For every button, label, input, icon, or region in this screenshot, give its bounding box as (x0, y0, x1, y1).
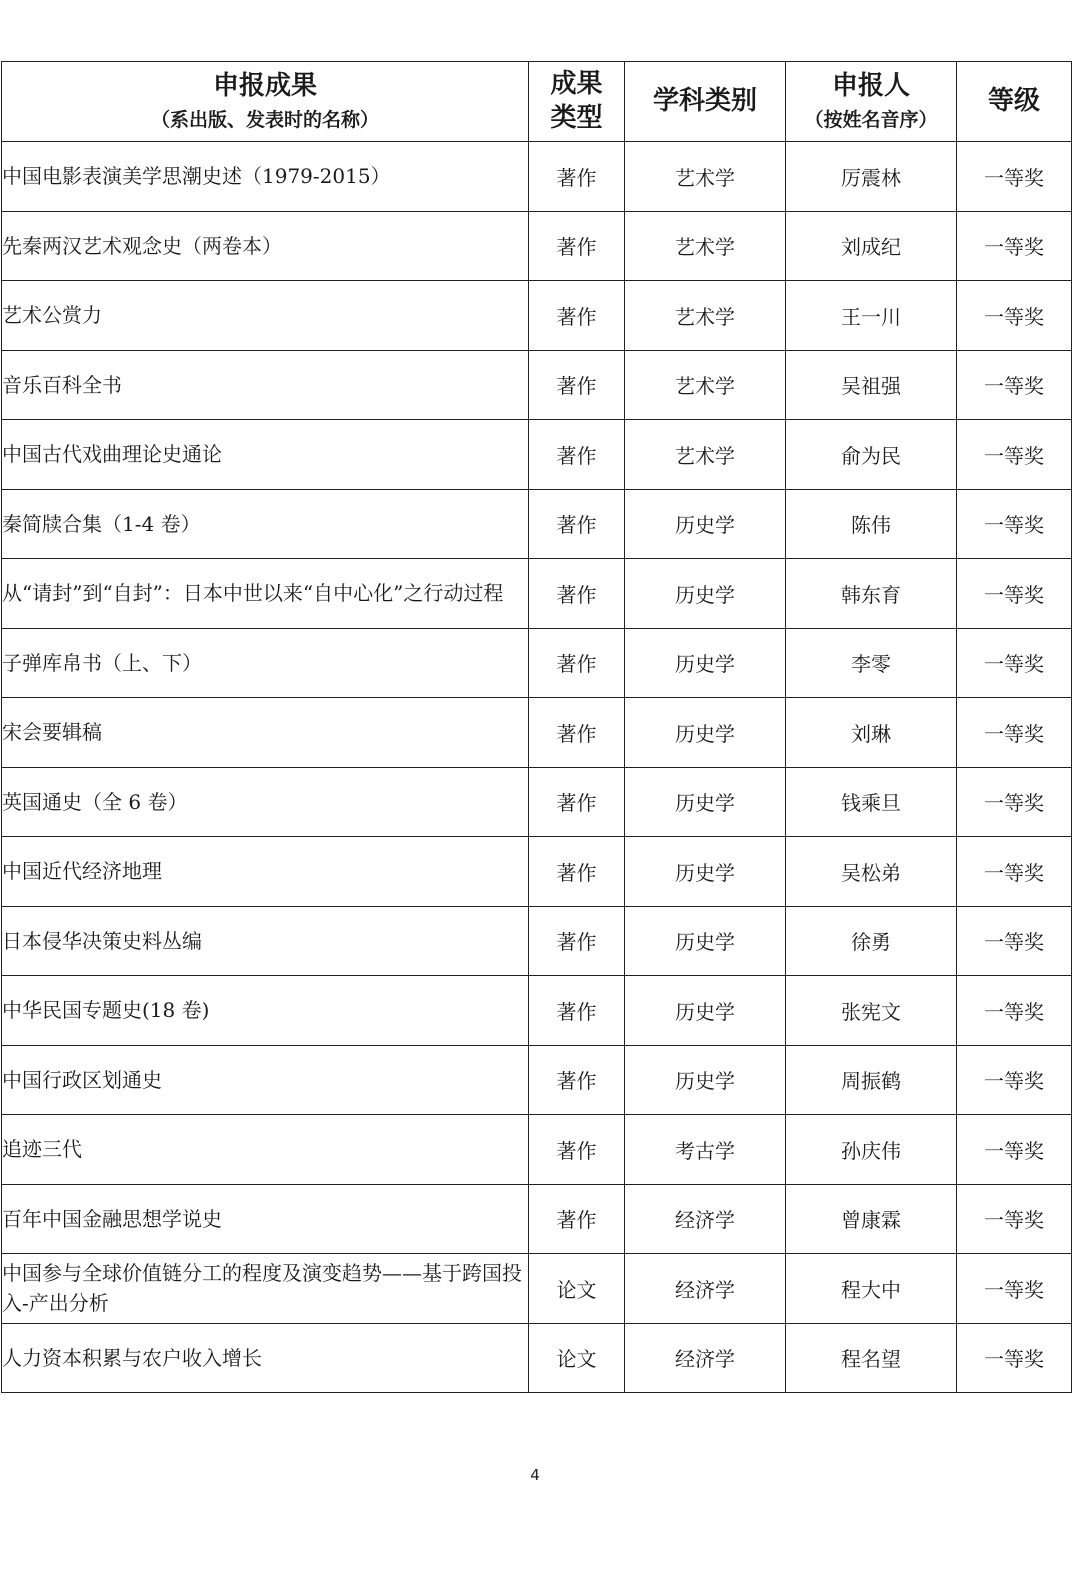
cell-title: 子弹库帛书（上、下） (2, 628, 529, 698)
cell-discipline: 艺术学 (625, 281, 786, 351)
cell-type: 著作 (529, 211, 625, 281)
cell-discipline: 历史学 (625, 976, 786, 1046)
cell-applicant: 刘成纪 (786, 211, 957, 281)
cell-level: 一等奖 (957, 906, 1072, 976)
awards-table (1, 61, 1072, 1393)
cell-level: 一等奖 (957, 1323, 1072, 1393)
table-row (2, 559, 1072, 629)
cell-applicant: 程名望 (786, 1323, 957, 1393)
cell-applicant: 吴祖强 (786, 350, 957, 420)
cell-type: 论文 (529, 1254, 625, 1324)
cell-level: 一等奖 (957, 628, 1072, 698)
cell-level: 一等奖 (957, 767, 1072, 837)
cell-title: 秦简牍合集（1-4 卷） (2, 489, 529, 559)
table-row (2, 837, 1072, 907)
cell-type: 著作 (529, 489, 625, 559)
cell-title: 中国参与全球价值链分工的程度及演变趋势——基于跨国投入-产出分析 (2, 1254, 529, 1324)
cell-discipline: 历史学 (625, 1045, 786, 1115)
cell-applicant: 厉震林 (786, 142, 957, 212)
cell-applicant: 陈伟 (786, 489, 957, 559)
cell-type: 著作 (529, 420, 625, 490)
cell-applicant: 钱乘旦 (786, 767, 957, 837)
cell-discipline: 历史学 (625, 698, 786, 768)
cell-title: 先秦两汉艺术观念史（两卷本） (2, 211, 529, 281)
cell-level: 一等奖 (957, 976, 1072, 1046)
cell-title: 从“请封”到“自封”：日本中世以来“自中心化”之行动过程 (2, 559, 529, 629)
cell-applicant: 孙庆伟 (786, 1115, 957, 1185)
header-achievement-note: （系出版、发表时的名称） (150, 108, 379, 131)
table-row (2, 906, 1072, 976)
cell-title: 英国通史（全 6 卷） (2, 767, 529, 837)
table-row (2, 628, 1072, 698)
cell-discipline: 考古学 (625, 1115, 786, 1185)
cell-title: 艺术公赏力 (2, 281, 529, 351)
table-row (2, 350, 1072, 420)
cell-discipline: 艺术学 (625, 142, 786, 212)
header-applicant-note: （按姓名音序） (804, 108, 938, 131)
cell-level: 一等奖 (957, 698, 1072, 768)
table-row (2, 1254, 1072, 1324)
cell-level: 一等奖 (957, 559, 1072, 629)
cell-type: 著作 (529, 1184, 625, 1254)
table-header (2, 62, 1072, 142)
table-row (2, 281, 1072, 351)
table-row (2, 698, 1072, 768)
cell-discipline: 艺术学 (625, 350, 786, 420)
table-row (2, 1045, 1072, 1115)
cell-level: 一等奖 (957, 1254, 1072, 1324)
cell-level: 一等奖 (957, 420, 1072, 490)
header-applicant-title: 申报人 (831, 71, 910, 102)
cell-title: 中华民国专题史(18 卷) (2, 976, 529, 1046)
cell-discipline: 艺术学 (625, 420, 786, 490)
cell-title: 中国古代戏曲理论史通论 (2, 420, 529, 490)
table-row (2, 767, 1072, 837)
cell-discipline: 历史学 (625, 906, 786, 976)
cell-level: 一等奖 (957, 489, 1072, 559)
cell-applicant: 俞为民 (786, 420, 957, 490)
cell-title: 中国行政区划通史 (2, 1045, 529, 1115)
cell-discipline: 艺术学 (625, 211, 786, 281)
cell-level: 一等奖 (957, 142, 1072, 212)
cell-title: 百年中国金融思想学说史 (2, 1184, 529, 1254)
header-type (529, 62, 625, 142)
header-type-line2: 类型 (550, 102, 603, 133)
cell-type: 著作 (529, 350, 625, 420)
table-row (2, 489, 1072, 559)
cell-type: 著作 (529, 767, 625, 837)
cell-level: 一等奖 (957, 281, 1072, 351)
cell-type: 论文 (529, 1323, 625, 1393)
table-row (2, 420, 1072, 490)
cell-title: 中国电影表演美学思潮史述（1979-2015） (2, 142, 529, 212)
cell-applicant: 王一川 (786, 281, 957, 351)
cell-level: 一等奖 (957, 350, 1072, 420)
cell-title: 宋会要辑稿 (2, 698, 529, 768)
header-applicant (786, 62, 957, 142)
cell-applicant: 韩东育 (786, 559, 957, 629)
cell-applicant: 吴松弟 (786, 837, 957, 907)
cell-type: 著作 (529, 837, 625, 907)
cell-applicant: 刘琳 (786, 698, 957, 768)
cell-discipline: 历史学 (625, 559, 786, 629)
cell-type: 著作 (529, 1045, 625, 1115)
cell-level: 一等奖 (957, 211, 1072, 281)
table-row (2, 211, 1072, 281)
cell-type: 著作 (529, 976, 625, 1046)
header-achievement-title: 申报成果 (212, 71, 317, 102)
cell-level: 一等奖 (957, 837, 1072, 907)
cell-discipline: 经济学 (625, 1254, 786, 1324)
cell-title: 中国近代经济地理 (2, 837, 529, 907)
cell-type: 著作 (529, 628, 625, 698)
cell-discipline: 经济学 (625, 1184, 786, 1254)
table-row (2, 1115, 1072, 1185)
header-discipline (625, 62, 786, 142)
header-discipline-label: 学科类别 (652, 86, 757, 117)
cell-title: 日本侵华决策史料丛编 (2, 906, 529, 976)
cell-type: 著作 (529, 698, 625, 768)
cell-discipline: 经济学 (625, 1323, 786, 1393)
cell-title: 音乐百科全书 (2, 350, 529, 420)
cell-type: 著作 (529, 559, 625, 629)
header-row (2, 62, 1072, 142)
cell-discipline: 历史学 (625, 837, 786, 907)
table-row (2, 1184, 1072, 1254)
cell-applicant: 徐勇 (786, 906, 957, 976)
header-level-label: 等级 (987, 86, 1040, 117)
table-row (2, 142, 1072, 212)
cell-type: 著作 (529, 1115, 625, 1185)
table-row (2, 976, 1072, 1046)
table-body (2, 142, 1072, 1393)
header-level (957, 62, 1072, 142)
cell-discipline: 历史学 (625, 767, 786, 837)
table-row (2, 1323, 1072, 1393)
cell-applicant: 曾康霖 (786, 1184, 957, 1254)
header-type-line1: 成果 (550, 68, 603, 99)
cell-level: 一等奖 (957, 1045, 1072, 1115)
header-achievement (2, 62, 529, 142)
cell-applicant: 周振鹤 (786, 1045, 957, 1115)
cell-applicant: 张宪文 (786, 976, 957, 1046)
cell-applicant: 程大中 (786, 1254, 957, 1324)
cell-level: 一等奖 (957, 1115, 1072, 1185)
cell-applicant: 李零 (786, 628, 957, 698)
cell-title: 追迹三代 (2, 1115, 529, 1185)
cell-discipline: 历史学 (625, 489, 786, 559)
page-number: 4 (530, 1466, 540, 1484)
cell-discipline: 历史学 (625, 628, 786, 698)
cell-type: 著作 (529, 281, 625, 351)
cell-title: 人力资本积累与农户收入增长 (2, 1323, 529, 1393)
cell-type: 著作 (529, 906, 625, 976)
cell-level: 一等奖 (957, 1184, 1072, 1254)
cell-type: 著作 (529, 142, 625, 212)
